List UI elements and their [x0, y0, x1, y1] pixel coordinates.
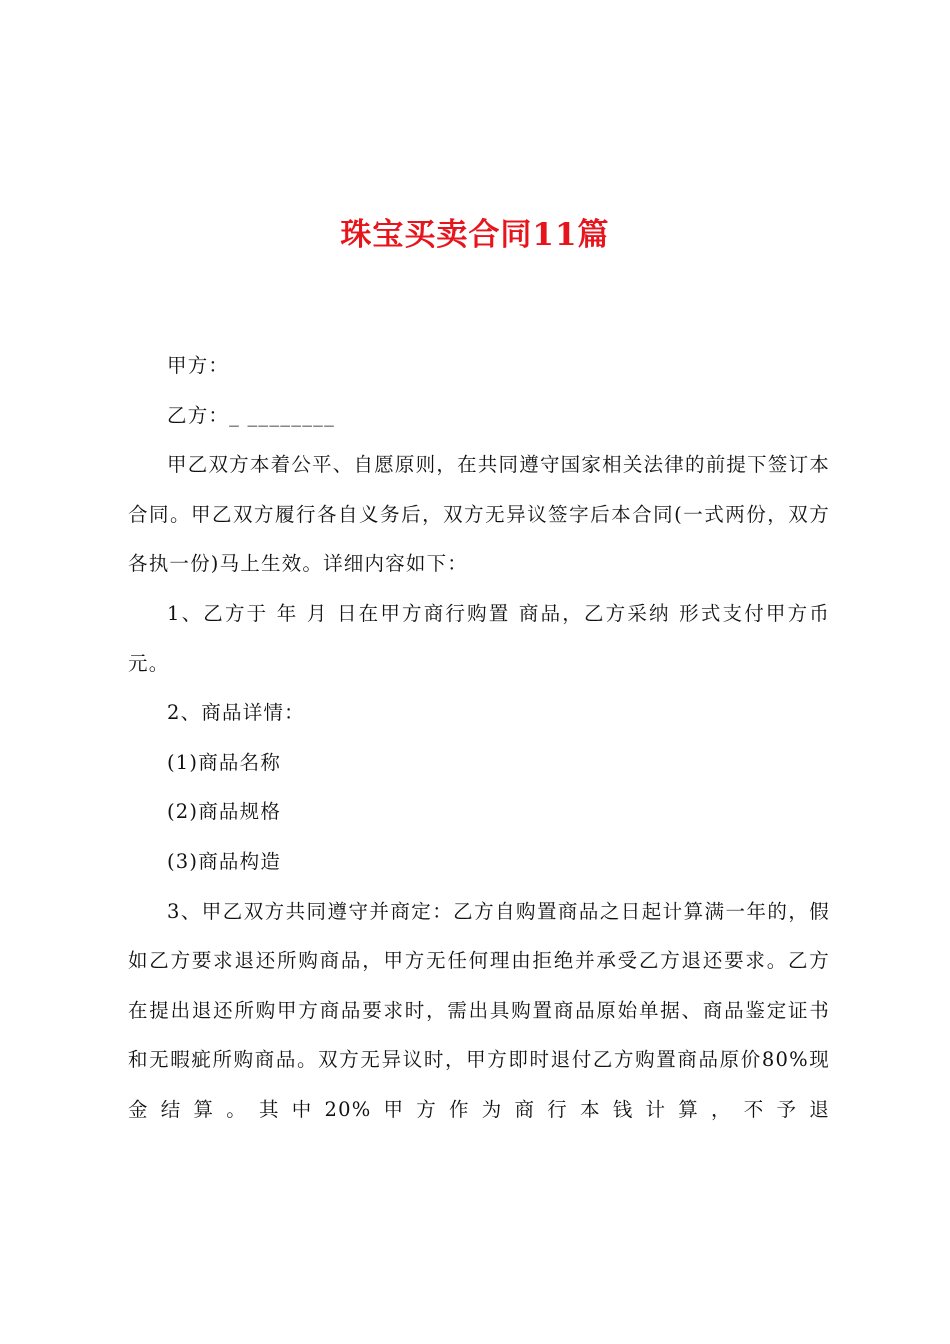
clause-1-paragraph: 1、乙方于 年 月 日在甲方商行购置 商品，乙方采纳 形式支付甲方币 元。 — [128, 601, 830, 675]
clause-3-paragraph: 3、甲乙双方共同遵守并商定：乙方自购置商品之日起计算满一年的，假如乙方要求退还所购商品，甲方无任何理由拒绝并承受乙方退还要求。乙方在提出退还所购甲方商品要求时，需出具购置商品原始单据、商品鉴定证书和无暇疵所购商品。双方无异议时，甲方即时退付乙方购置商品原价80%现金结算。其中20%甲方作为商行本钱计算，不予退 — [128, 899, 830, 1121]
clause-2-item-1: (1)商品名称 — [167, 750, 282, 774]
party-b-line: 乙方：_ ________ — [167, 403, 336, 427]
preamble-paragraph: 甲乙双方本着公平、自愿原则，在共同遵守国家相关法律的前提下签订本合同。甲乙双方履行各自义务后，双方无异议签字后本合同(一式两份，双方各执一份)马上生效。详细内容如下： — [128, 453, 830, 576]
document-title: 珠宝买卖合同11篇 — [340, 217, 610, 253]
document-body — [128, 341, 830, 1135]
party-a-line: 甲方： — [167, 354, 230, 377]
clause-2-item-3: (3)商品构造 — [167, 849, 282, 873]
clause-2-item-2: (2)商品规格 — [167, 800, 282, 824]
clause-2-heading: 2、商品详情： — [167, 701, 305, 725]
